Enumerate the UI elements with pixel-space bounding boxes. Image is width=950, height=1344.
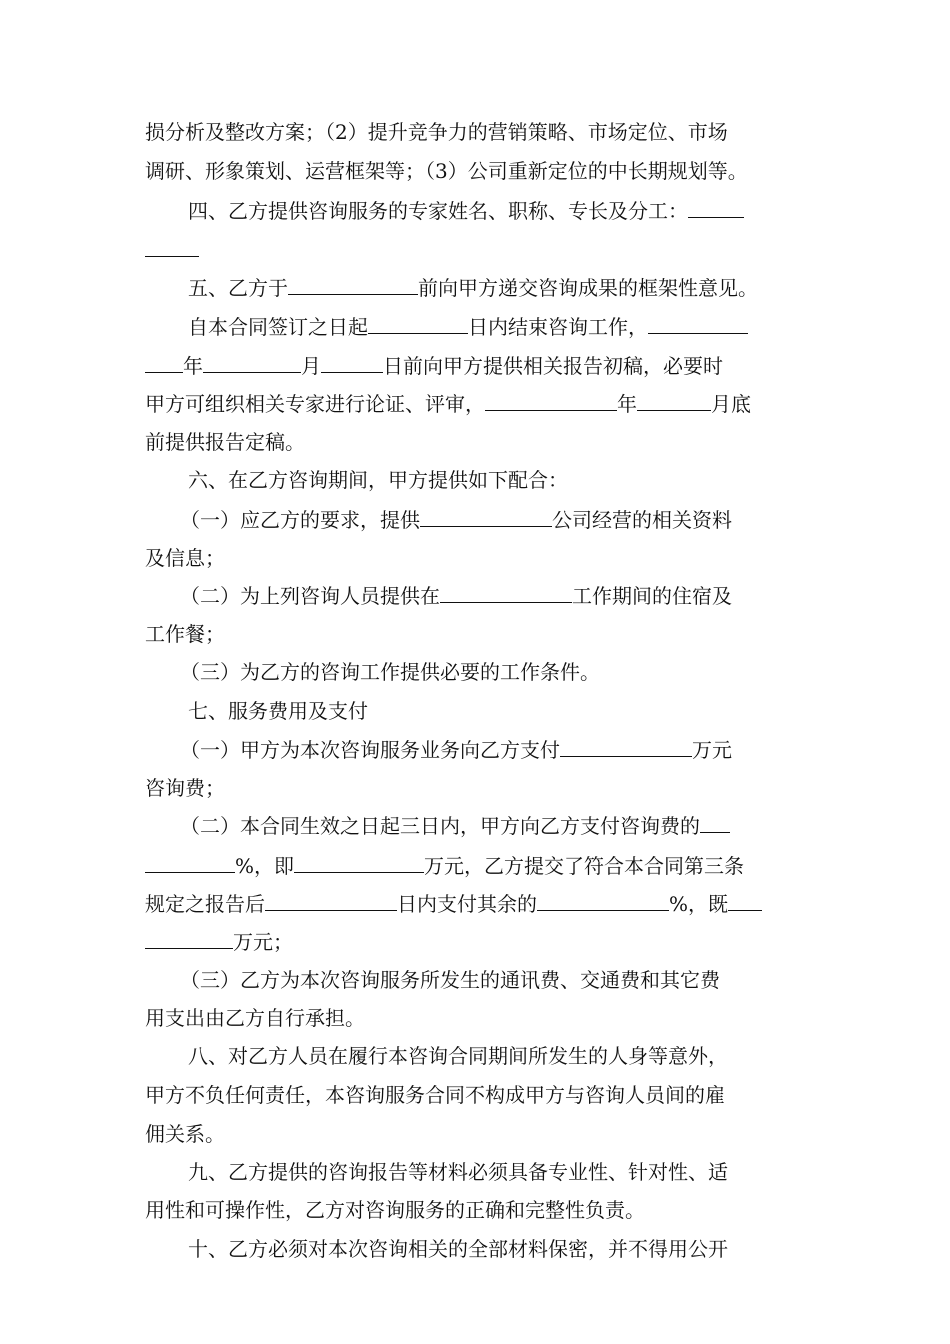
text-line xyxy=(145,928,293,956)
line-text: 九、乙方提供的咨询报告等材料必须具备专业性、针对性、适 xyxy=(188,1160,728,1184)
text-line xyxy=(145,236,199,264)
text-line xyxy=(188,1235,728,1263)
line-text: 八、对乙方人员在履行本咨询合同期间所发生的人身等意外， xyxy=(188,1044,728,1068)
text-line xyxy=(180,506,732,534)
line-text: 公司经营的相关资料 xyxy=(552,508,732,532)
line-text: 四、乙方提供咨询服务的专家姓名、职称、专长及分工： xyxy=(188,199,688,223)
line-text: 咨询费； xyxy=(145,776,225,800)
fill-in-blank[interactable] xyxy=(288,276,418,295)
line-text: （一）甲方为本次咨询服务业务向乙方支付 xyxy=(180,738,560,762)
text-line xyxy=(180,736,732,764)
line-text: 前提供报告定稿。 xyxy=(145,430,305,454)
line-text: （二）为上列咨询人员提供在 xyxy=(180,584,440,608)
line-text: 十、乙方必须对本次咨询相关的全部材料保密，并不得用公开 xyxy=(188,1237,728,1261)
text-line xyxy=(145,157,748,185)
fill-in-blank[interactable] xyxy=(485,392,617,411)
fill-in-blank[interactable] xyxy=(688,199,744,218)
fill-in-blank[interactable] xyxy=(294,854,424,873)
line-text: 年 xyxy=(183,354,203,378)
line-text: 用性和可操作性，乙方对咨询服务的正确和完整性负责。 xyxy=(145,1198,645,1222)
text-line xyxy=(145,390,751,418)
line-text: 甲方可组织相关专家进行论证、评审， xyxy=(145,392,485,416)
fill-in-blank[interactable] xyxy=(700,814,730,833)
line-text: 工作餐； xyxy=(145,622,225,646)
line-text: 及信息； xyxy=(145,546,225,570)
fill-in-blank[interactable] xyxy=(420,508,552,527)
text-line xyxy=(188,466,568,494)
line-text: 规定之报告后 xyxy=(145,892,265,916)
fill-in-blank[interactable] xyxy=(637,392,711,411)
line-text: 五、乙方于 xyxy=(188,276,288,300)
fill-in-blank[interactable] xyxy=(265,892,397,911)
line-text: （三）为乙方的咨询工作提供必要的工作条件。 xyxy=(180,660,600,684)
line-text: 万元； xyxy=(233,930,293,954)
text-line xyxy=(180,812,730,840)
fill-in-blank[interactable] xyxy=(648,315,748,334)
line-text: 六、在乙方咨询期间，甲方提供如下配合： xyxy=(188,468,568,492)
line-text: %，即 xyxy=(235,854,295,878)
fill-in-blank[interactable] xyxy=(728,892,762,911)
line-text: （二）本合同生效之日起三日内，甲方向乙方支付咨询费的 xyxy=(180,814,700,838)
text-line xyxy=(180,582,732,610)
text-line xyxy=(188,1158,728,1186)
line-text: 日内支付其余的 xyxy=(397,892,537,916)
text-line xyxy=(188,313,748,341)
line-text: 万元 xyxy=(692,738,732,762)
text-line xyxy=(145,890,762,918)
text-line xyxy=(145,774,225,802)
line-text: %，既 xyxy=(669,892,729,916)
text-line xyxy=(145,1120,225,1148)
fill-in-blank[interactable] xyxy=(560,738,692,757)
fill-in-blank[interactable] xyxy=(321,354,383,373)
fill-in-blank[interactable] xyxy=(145,854,235,873)
line-text: 损分析及整改方案；（2）提升竞争力的营销策略、市场定位、市场 xyxy=(145,120,728,144)
text-line xyxy=(180,658,600,686)
line-text: 日内结束咨询工作， xyxy=(468,315,648,339)
fill-in-blank[interactable] xyxy=(440,584,572,603)
line-text: 佣关系。 xyxy=(145,1122,225,1146)
text-line xyxy=(145,352,723,380)
line-text: 月底 xyxy=(711,392,751,416)
line-text: 工作期间的住宿及 xyxy=(572,584,732,608)
line-text: 月 xyxy=(301,354,321,378)
line-text: 万元，乙方提交了符合本合同第三条 xyxy=(424,854,745,878)
text-line xyxy=(188,1042,728,1070)
text-line xyxy=(145,620,225,648)
line-text: 调研、形象策划、运营框架等；（3）公司重新定位的中长期规划等。 xyxy=(145,159,748,183)
text-line xyxy=(145,1004,365,1032)
text-line xyxy=(145,1196,645,1224)
text-line xyxy=(145,544,225,572)
fill-in-blank[interactable] xyxy=(145,238,199,257)
text-line xyxy=(145,852,744,880)
fill-in-blank[interactable] xyxy=(203,354,301,373)
text-line xyxy=(145,1081,725,1109)
line-text: （一）应乙方的要求，提供 xyxy=(180,508,420,532)
line-text: 甲方不负任何责任，本咨询服务合同不构成甲方与咨询人员间的雇 xyxy=(145,1083,725,1107)
line-text: 年 xyxy=(617,392,637,416)
line-text: 七、服务费用及支付 xyxy=(188,699,368,723)
line-text: 日前向甲方提供相关报告初稿，必要时 xyxy=(383,354,723,378)
fill-in-blank[interactable] xyxy=(145,930,233,949)
text-line xyxy=(145,428,305,456)
line-text: （三）乙方为本次咨询服务所发生的通讯费、交通费和其它费 xyxy=(180,968,720,992)
text-line xyxy=(188,197,744,225)
text-line xyxy=(188,274,758,302)
text-line xyxy=(145,118,728,146)
fill-in-blank[interactable] xyxy=(537,892,669,911)
line-text: 前向甲方递交咨询成果的框架性意见。 xyxy=(418,276,758,300)
line-text: 用支出由乙方自行承担。 xyxy=(145,1006,365,1030)
fill-in-blank[interactable] xyxy=(145,354,183,373)
text-line xyxy=(188,697,368,725)
line-text: 自本合同签订之日起 xyxy=(188,315,368,339)
fill-in-blank[interactable] xyxy=(368,315,468,334)
text-line xyxy=(180,966,720,994)
